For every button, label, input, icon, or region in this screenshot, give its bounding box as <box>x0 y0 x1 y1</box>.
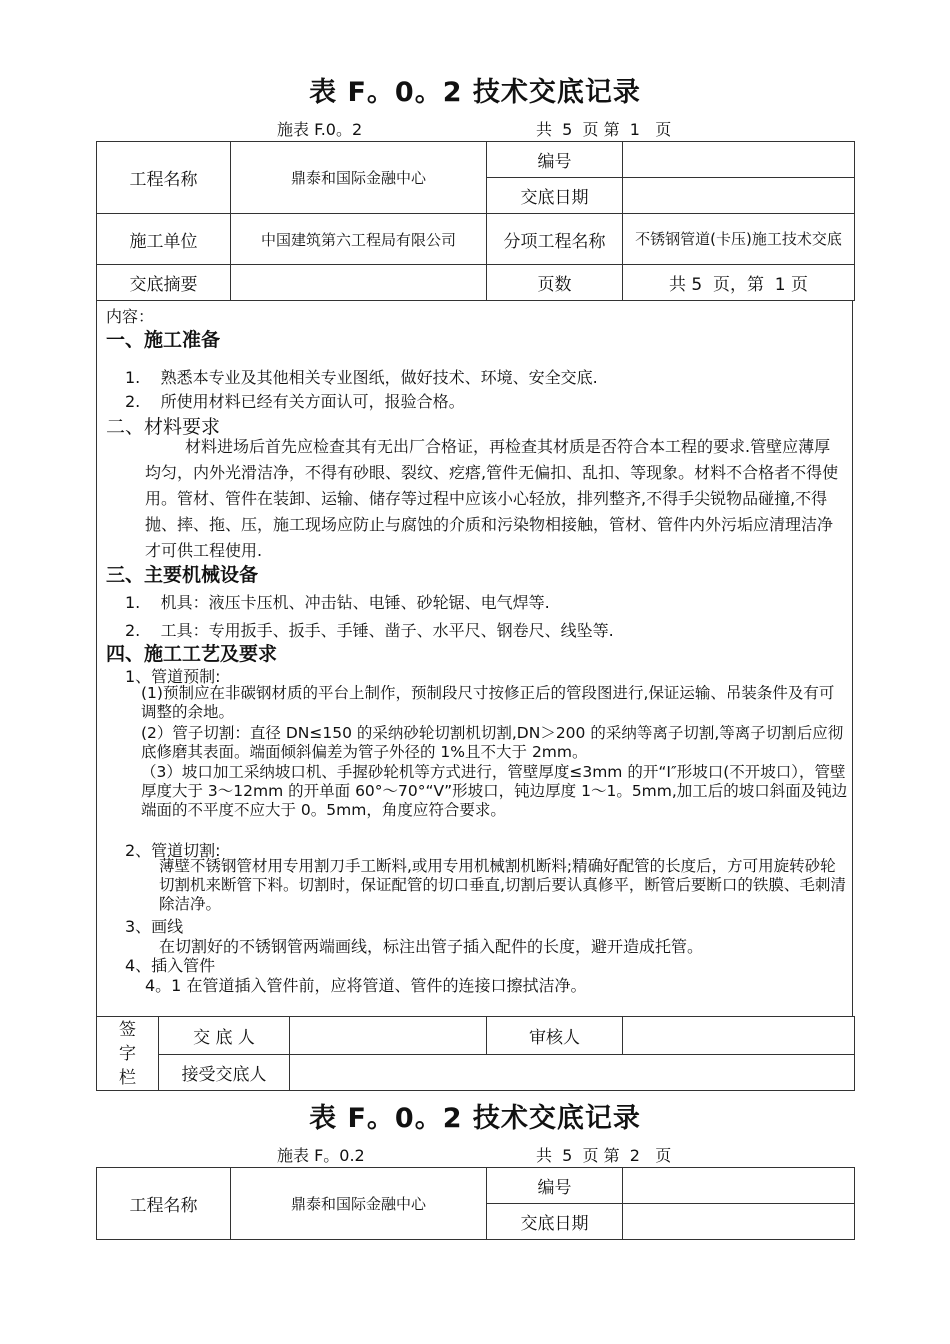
section-4-3: 3、画线 <box>125 917 184 936</box>
signature-table <box>96 1016 855 1091</box>
section-4-3-1: 在切割好的不锈钢管两端画线，标注出管子插入配件的长度，避开造成托管。 <box>159 937 704 956</box>
page-2-date-value[interactable] <box>623 1204 855 1240</box>
summary-value[interactable] <box>231 265 487 301</box>
page-2-date-label: 交底日期 <box>487 1204 623 1240</box>
section-4-2: 2、管道切割: <box>125 841 221 860</box>
page-info: 共 5 页 第 1 页 <box>536 120 672 139</box>
section-4-1-2: (2）管子切割：直径 DN≤150 的采纳砂轮切割机切割,DN＞200 的采纳等离子切割,等离子切割后应彻底修磨其表面。端面倾斜偏差为管子外径的 1%且不大于 2mm。 <box>141 724 844 761</box>
receiver-label: 接受交底人 <box>159 1055 290 1091</box>
contractor-value: 中国建筑第六工程局有限公司 <box>231 214 487 265</box>
section-4-1: 1、管道预制: <box>125 667 221 686</box>
code-label: 编号 <box>487 142 623 178</box>
receiver-value[interactable] <box>290 1055 855 1091</box>
subproject-label: 分项工程名称 <box>487 214 623 265</box>
form-number: 施表 F.0。2 <box>277 120 363 139</box>
page-2-code-label: 编号 <box>487 1168 623 1204</box>
section-3-item-1: 1. 机具：液压卡压机、冲击钻、电锤、砂轮锯、电气焊等. <box>125 593 550 612</box>
page-2-page-info: 共 5 页 第 2 页 <box>536 1146 672 1165</box>
section-3-heading: 三、主要机械设备 <box>106 564 259 586</box>
sign-column-label: 签字栏 <box>97 1017 159 1091</box>
contractor-label: 施工单位 <box>97 214 231 265</box>
reviewer-value[interactable] <box>623 1017 855 1055</box>
project-name-value: 鼎泰和国际金融中心 <box>231 142 487 214</box>
page-2-code-value[interactable] <box>623 1168 855 1204</box>
pages-value: 共 5 页，第 1 页 <box>623 265 855 301</box>
section-2-paragraph: 材料进场后首先应检查其有无出厂合格证，再检查其材质是否符合本工程的要求.管壁应薄厚均匀，内外光滑洁净，不得有砂眼、裂纹、疙瘩,管件无偏扣、乱扣、等现象。材料不合格者不得使用。管材、管件在装卸、运输、储存等过程中应该小心轻放，排列整齐,不得手尖锐物品碰撞,不得抛、摔、拖、压，施工现场应防止与腐蚀的介质和污染物相接触，管材、管件内外污垢应清理洁净才可供工程使用. <box>145 437 839 560</box>
code-value[interactable] <box>623 142 855 178</box>
section-4-2-1: 薄壁不锈钢管材用专用割刀手工断料,或用专用机械割机断料;精确好配管的长度后，方可用旋转砂轮切割机来断管下料。切割时，保证配管的切口垂直,切割后要认真修平，断管后要断口的铁膜、毛刺清除洁净。 <box>159 857 846 913</box>
discloser-label: 交 底 人 <box>159 1017 290 1055</box>
date-value[interactable] <box>623 178 855 214</box>
section-4-4-1: 4。1 在管道插入管件前，应将管道、管件的连接口擦拭洁净。 <box>145 976 587 995</box>
content-area <box>96 300 853 1016</box>
discloser-value[interactable] <box>290 1017 487 1055</box>
reviewer-label: 审核人 <box>487 1017 623 1055</box>
page-2-header-table <box>96 1167 855 1240</box>
section-1-item-2: 2. 所使用材料已经有关方面认可，报验合格。 <box>125 392 465 411</box>
section-4-4: 4、插入管件 <box>125 956 216 975</box>
section-1-item-1: 1. 熟悉本专业及其他相关专业图纸，做好技术、环境、安全交底. <box>125 368 598 387</box>
page-2-title: 表 F。0。2 技术交底记录 <box>309 1103 641 1134</box>
section-4-heading: 四、施工工艺及要求 <box>106 643 278 665</box>
section-4-1-1: (1)预制应在非碳钢材质的平台上制作，预制段尺寸按修正后的管段图进行,保证运输、吊装条件及有可调整的余地。 <box>141 684 835 721</box>
page-2-form-number: 施表 F。0.2 <box>277 1146 365 1165</box>
section-1-heading: 一、施工准备 <box>106 329 221 351</box>
section-4-1-3: （3）坡口加工采纳坡口机、手握砂轮机等方式进行，管壁厚度≤3mm 的开“I″形坡口(不开坡口），管壁厚度大于 3～12mm 的开单面 60°～70°“V”形坡口，钝边厚度 1～1。5mm,加工后的坡口斜面及钝边端面的不平度不应大于 0。5mm，角度应符合要求。 <box>141 763 848 819</box>
subproject-value: 不锈钢管道(卡压)施工技术交底 <box>623 214 855 265</box>
pages-label: 页数 <box>487 265 623 301</box>
section-3-item-2: 2. 工具：专用扳手、扳手、手锤、凿子、水平尺、钢卷尺、线坠等. <box>125 621 614 640</box>
content-label: 内容： <box>106 307 155 326</box>
section-2-heading: 二、材料要求 <box>106 416 221 438</box>
page-title: 表 F。0。2 技术交底记录 <box>309 77 641 108</box>
project-name-label: 工程名称 <box>97 142 231 214</box>
header-table <box>96 141 855 301</box>
date-label: 交底日期 <box>487 178 623 214</box>
page-2-project-name-label: 工程名称 <box>97 1168 231 1240</box>
summary-label: 交底摘要 <box>97 265 231 301</box>
page-2-project-name-value: 鼎泰和国际金融中心 <box>231 1168 487 1240</box>
